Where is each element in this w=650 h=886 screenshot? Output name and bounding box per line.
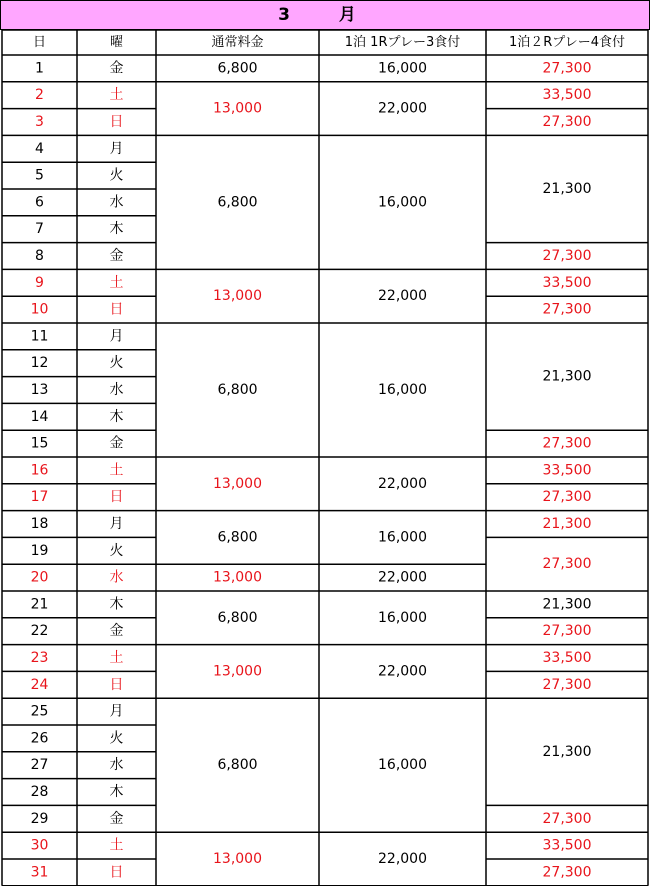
- column-header-1: 曜: [109, 35, 124, 50]
- plan2-rate: 21,300: [542, 368, 592, 385]
- plan2-rate: 27,300: [542, 676, 592, 693]
- day-number: 8: [35, 248, 44, 264]
- column-header-0: 日: [32, 35, 47, 50]
- plan1-rate: 22,000: [378, 475, 427, 492]
- plan1-rate: 16,000: [378, 529, 427, 546]
- day-number: 29: [30, 810, 49, 827]
- weekday: 金: [109, 623, 124, 640]
- weekday: 木: [109, 784, 124, 800]
- day-number: 7: [35, 221, 44, 238]
- day-number: 6: [35, 194, 44, 211]
- day-number: 22: [30, 623, 49, 640]
- plan2-rate: 27,300: [542, 435, 592, 452]
- normal-rate: 13,000: [213, 663, 262, 680]
- normal-rate: 6,800: [217, 529, 258, 546]
- day-number: 17: [30, 489, 49, 506]
- day-number: 26: [30, 730, 49, 747]
- weekday: 水: [109, 382, 124, 398]
- weekday: 月: [109, 140, 124, 157]
- day-number: 20: [30, 569, 49, 586]
- normal-rate: 13,000: [213, 569, 262, 586]
- plan2-rate: 27,300: [542, 301, 592, 318]
- day-number: 10: [30, 301, 49, 318]
- column-header-2: 通常料金: [211, 35, 264, 50]
- day-number: 27: [30, 757, 49, 774]
- plan1-rate: 16,000: [378, 194, 427, 211]
- weekday: 火: [109, 355, 124, 372]
- plan2-rate: 21,300: [542, 516, 592, 532]
- day-number: 15: [30, 435, 49, 452]
- day-number: 16: [30, 462, 49, 479]
- day-number: 4: [35, 140, 44, 157]
- day-number: 28: [30, 784, 49, 800]
- day-number: 13: [30, 382, 49, 398]
- day-number: 19: [30, 542, 49, 559]
- plan1-rate: 22,000: [378, 663, 427, 680]
- day-number: 31: [30, 864, 49, 881]
- plan2-rate: 33,500: [542, 87, 592, 104]
- plan1-rate: 16,000: [378, 757, 427, 774]
- weekday: 土: [109, 87, 124, 104]
- plan1-rate: 16,000: [378, 60, 427, 77]
- day-number: 30: [30, 837, 49, 854]
- day-number: 11: [30, 328, 49, 345]
- normal-rate: 6,800: [217, 60, 258, 77]
- weekday: 日: [109, 864, 124, 881]
- normal-rate: 13,000: [213, 475, 262, 492]
- plan2-rate: 33,500: [542, 462, 592, 479]
- weekday: 火: [109, 167, 124, 184]
- plan2-rate: 27,300: [542, 248, 592, 264]
- plan2-rate: 27,300: [542, 810, 592, 827]
- plan2-rate: 21,300: [542, 743, 592, 760]
- plan2-rate: 21,300: [542, 596, 592, 613]
- weekday: 金: [109, 810, 124, 827]
- weekday: 金: [109, 60, 124, 77]
- plan2-rate: 27,300: [542, 489, 592, 506]
- day-number: 5: [35, 167, 44, 184]
- normal-rate: 6,800: [217, 757, 258, 774]
- normal-rate: 13,000: [213, 288, 262, 305]
- weekday: 土: [109, 462, 124, 479]
- day-number: 25: [30, 703, 49, 720]
- column-header-3: 1泊 1Rプレー3食付: [344, 35, 461, 50]
- plan1-rate: 22,000: [378, 288, 427, 305]
- plan2-rate: 33,500: [542, 837, 592, 854]
- weekday: 金: [109, 435, 124, 452]
- day-number: 24: [30, 676, 49, 693]
- weekday: 日: [109, 676, 124, 693]
- weekday: 日: [109, 301, 124, 318]
- day-number: 9: [35, 274, 44, 291]
- normal-rate: 6,800: [217, 609, 258, 626]
- normal-rate: 6,800: [217, 194, 258, 211]
- day-number: 18: [30, 516, 49, 532]
- plan2-rate: 27,300: [542, 114, 592, 130]
- day-number: 1: [35, 60, 44, 77]
- weekday: 土: [109, 837, 124, 854]
- plan1-rate: 22,000: [378, 569, 427, 586]
- plan2-rate: 27,300: [542, 623, 592, 640]
- weekday: 土: [109, 274, 124, 291]
- weekday: 火: [109, 730, 124, 747]
- weekday: 月: [109, 516, 124, 532]
- weekday: 土: [109, 650, 124, 666]
- normal-rate: 6,800: [217, 382, 258, 398]
- day-number: 12: [30, 355, 49, 372]
- normal-rate: 13,000: [213, 851, 262, 867]
- plan2-rate: 21,300: [542, 181, 592, 197]
- column-header-4: 1泊２Rプレー4食付: [508, 35, 626, 50]
- day-number: 21: [30, 596, 49, 613]
- day-number: 14: [30, 408, 49, 425]
- weekday: 日: [109, 489, 124, 506]
- plan2-rate: 27,300: [542, 60, 592, 77]
- plan1-rate: 16,000: [378, 382, 427, 398]
- plan1-rate: 22,000: [378, 100, 427, 117]
- weekday: 日: [109, 114, 124, 130]
- plan1-rate: 16,000: [378, 609, 427, 626]
- normal-rate: 13,000: [213, 100, 262, 117]
- weekday: 月: [109, 328, 124, 345]
- plan2-rate: 27,300: [542, 556, 592, 573]
- weekday: 木: [109, 408, 124, 425]
- plan2-rate: 33,500: [542, 274, 592, 291]
- plan2-rate: 33,500: [542, 650, 592, 666]
- day-number: 23: [30, 650, 49, 666]
- weekday: 木: [109, 596, 124, 613]
- weekday: 水: [109, 569, 124, 586]
- rate-table: [0, 30, 650, 886]
- weekday: 木: [109, 221, 124, 238]
- weekday: 金: [109, 248, 124, 264]
- weekday: 水: [109, 194, 124, 211]
- weekday: 水: [109, 757, 124, 774]
- weekday: 火: [109, 542, 124, 559]
- weekday: 月: [109, 703, 124, 720]
- plan2-rate: 27,300: [542, 864, 592, 881]
- plan1-rate: 22,000: [378, 851, 427, 867]
- day-number: 3: [35, 114, 44, 130]
- day-number: 2: [35, 87, 44, 104]
- month-title: 3 月: [0, 0, 650, 30]
